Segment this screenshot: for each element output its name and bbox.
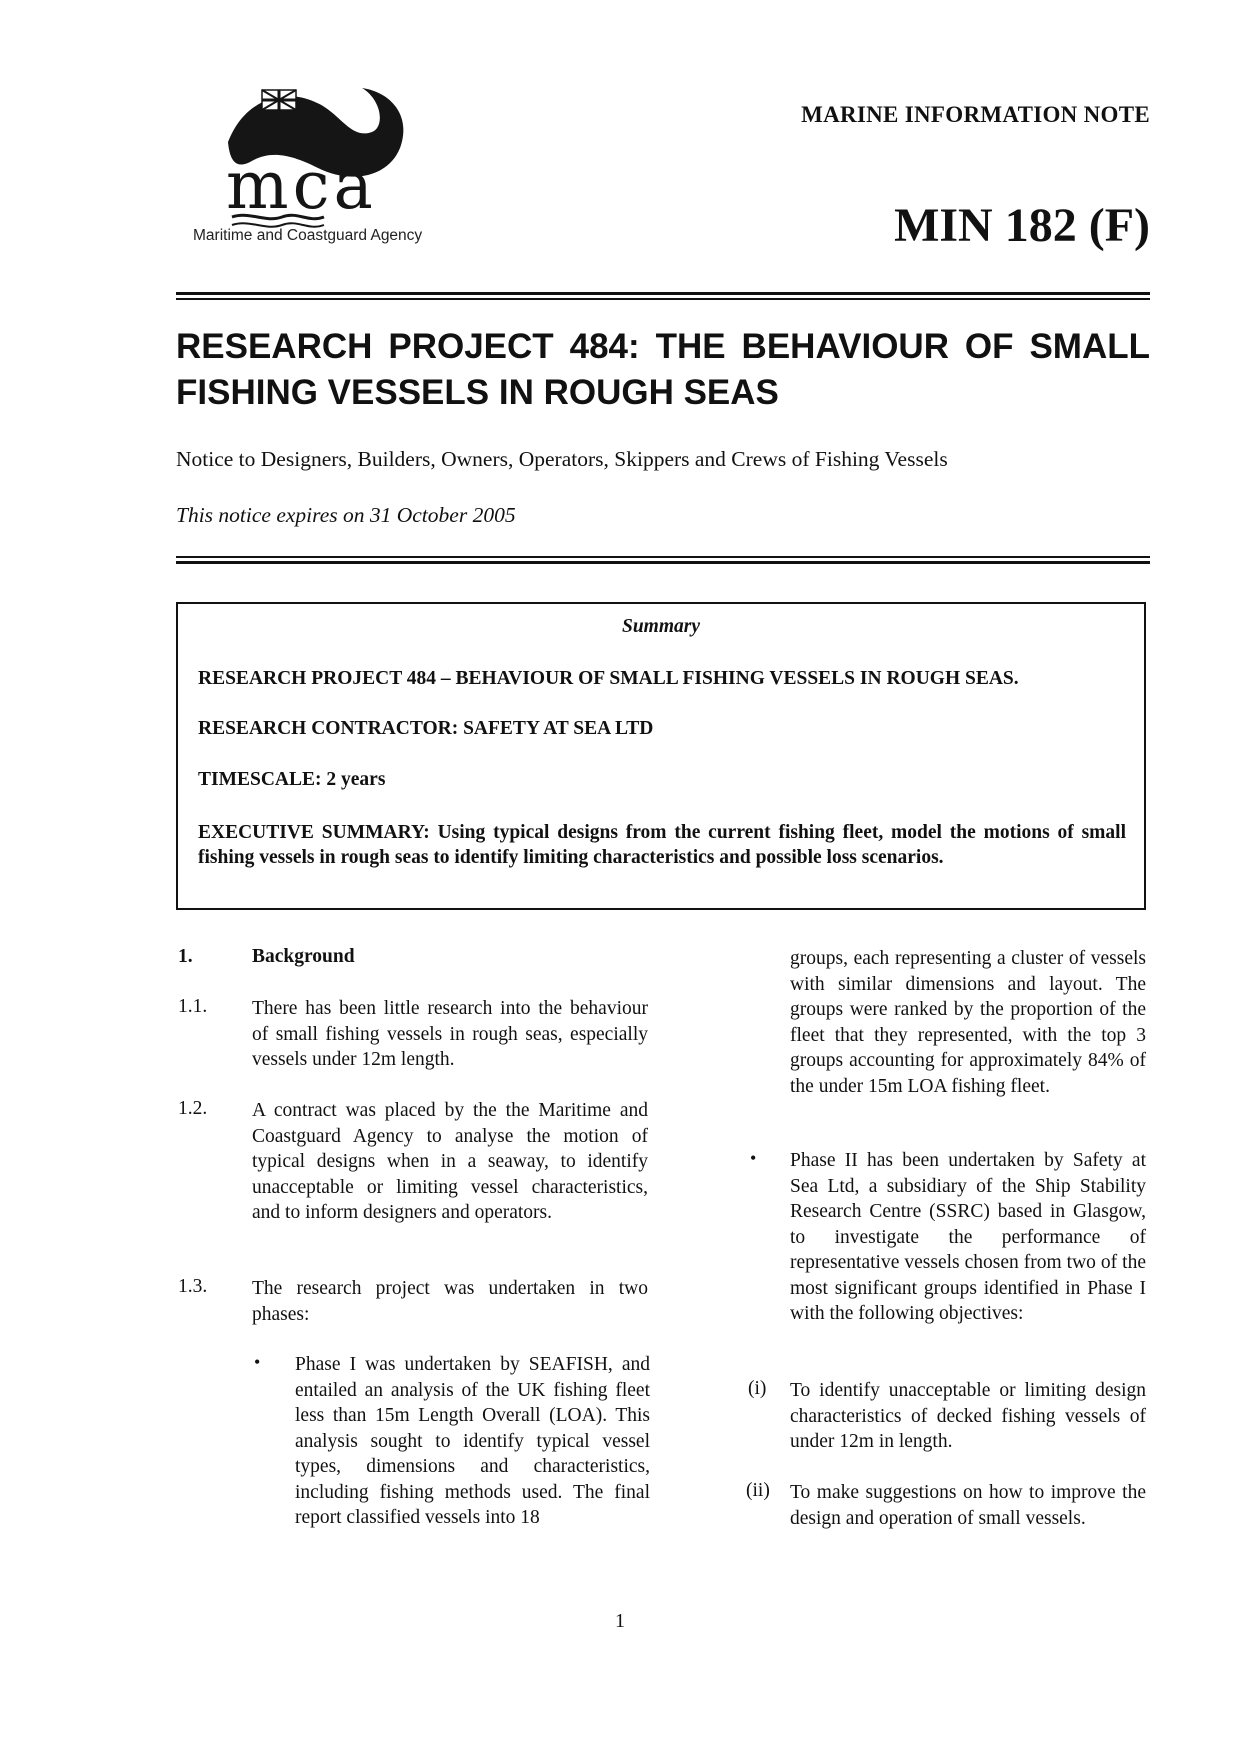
summary-box bbox=[176, 602, 1146, 910]
document-title: RESEARCH PROJECT 484: THE BEHAVIOUR OF SMALL FISHING VESSELS IN ROUGH SEAS bbox=[176, 327, 1150, 412]
bullet-marker-phase2: • bbox=[750, 1148, 757, 1168]
title-divider-thin bbox=[176, 556, 1150, 558]
title-divider bbox=[176, 561, 1150, 564]
series-label: MARINE INFORMATION NOTE bbox=[801, 102, 1150, 127]
objective-i: To identify unacceptable or limiting design characteristics of decked fishing vessels of under 12m in length. bbox=[790, 1380, 1146, 1452]
phase2-text: Phase II has been undertaken by Safety at Sea Ltd, a subsidiary of the Ship Stability Research Centre (SSRC) based in Glasgow, to investigate the performance of representative vessels chosen from two of the most significant groups identified in Phase I with the following objectives: bbox=[790, 1150, 1146, 1324]
para-number-1-3: 1.3. bbox=[178, 1276, 208, 1297]
phase1-text-continued: groups, each representing a cluster of vessels with similar dimensions and layout. The groups were ranked by the proportion of the fleet that they represented, with the top 3 groups accounting for approximately 84% of the under 15m LOA fishing fleet. bbox=[790, 948, 1146, 1097]
bullet-marker-phase1: • bbox=[254, 1352, 261, 1372]
summary-project: RESEARCH PROJECT 484 – BEHAVIOUR OF SMALL FISHING VESSELS IN ROUGH SEAS. bbox=[198, 668, 1019, 689]
para-1-2: A contract was placed by the the Maritime and Coastguard Agency to analyse the motion of typical designs when in a seaway, to identify unacceptable or limiting vessel characteristics, and to inform designers and operators. bbox=[252, 1100, 648, 1223]
header-divider-thin bbox=[176, 298, 1150, 300]
mca-logo-icon bbox=[190, 80, 490, 250]
objective-marker-ii: (ii) bbox=[746, 1480, 770, 1501]
para-number-1-1: 1.1. bbox=[178, 996, 208, 1017]
mca-logo bbox=[190, 80, 490, 250]
section-title: Background bbox=[252, 946, 355, 967]
agency-name: Maritime and Coastguard Agency bbox=[193, 227, 423, 244]
para-1-1: There has been little research into the behaviour of small fishing vessels in rough seas, especially vessels under 12m length. bbox=[252, 998, 648, 1070]
logo-text: mca bbox=[226, 147, 377, 224]
notice-audience: Notice to Designers, Builders, Owners, Operators, Skippers and Crews of Fishing Vessels bbox=[176, 447, 948, 471]
page-number: 1 bbox=[615, 1610, 625, 1632]
para-number-1-2: 1.2. bbox=[178, 1098, 208, 1119]
expiry-notice: This notice expires on 31 October 2005 bbox=[176, 503, 516, 527]
header-divider bbox=[176, 292, 1150, 295]
phase1-text: Phase I was undertaken by SEAFISH, and entailed an analysis of the UK fishing fleet less than 15m Length Overall (LOA). This analysis sought to identify typical vessel types, dimensions and characteristics, including fishing methods used. The final report classified vessels into 18 bbox=[295, 1354, 650, 1528]
summary-contractor: RESEARCH CONTRACTOR: SAFETY AT SEA LTD bbox=[198, 718, 654, 739]
document-number: MIN 182 (F) bbox=[894, 199, 1150, 252]
summary-timescale: TIMESCALE: 2 years bbox=[198, 769, 386, 790]
objective-ii: To make suggestions on how to improve the design and operation of small vessels. bbox=[790, 1482, 1146, 1529]
summary-heading: Summary bbox=[621, 616, 701, 637]
objective-marker-i: (i) bbox=[748, 1378, 767, 1399]
para-1-3: The research project was undertaken in two phases: bbox=[252, 1278, 648, 1325]
summary-executive: EXECUTIVE SUMMARY: Using typical designs from the current fishing fleet, model the motions of small fishing vessels in rough seas to identify limiting characteristics and possible loss scenarios. bbox=[198, 822, 1126, 868]
section-number: 1. bbox=[178, 946, 193, 967]
